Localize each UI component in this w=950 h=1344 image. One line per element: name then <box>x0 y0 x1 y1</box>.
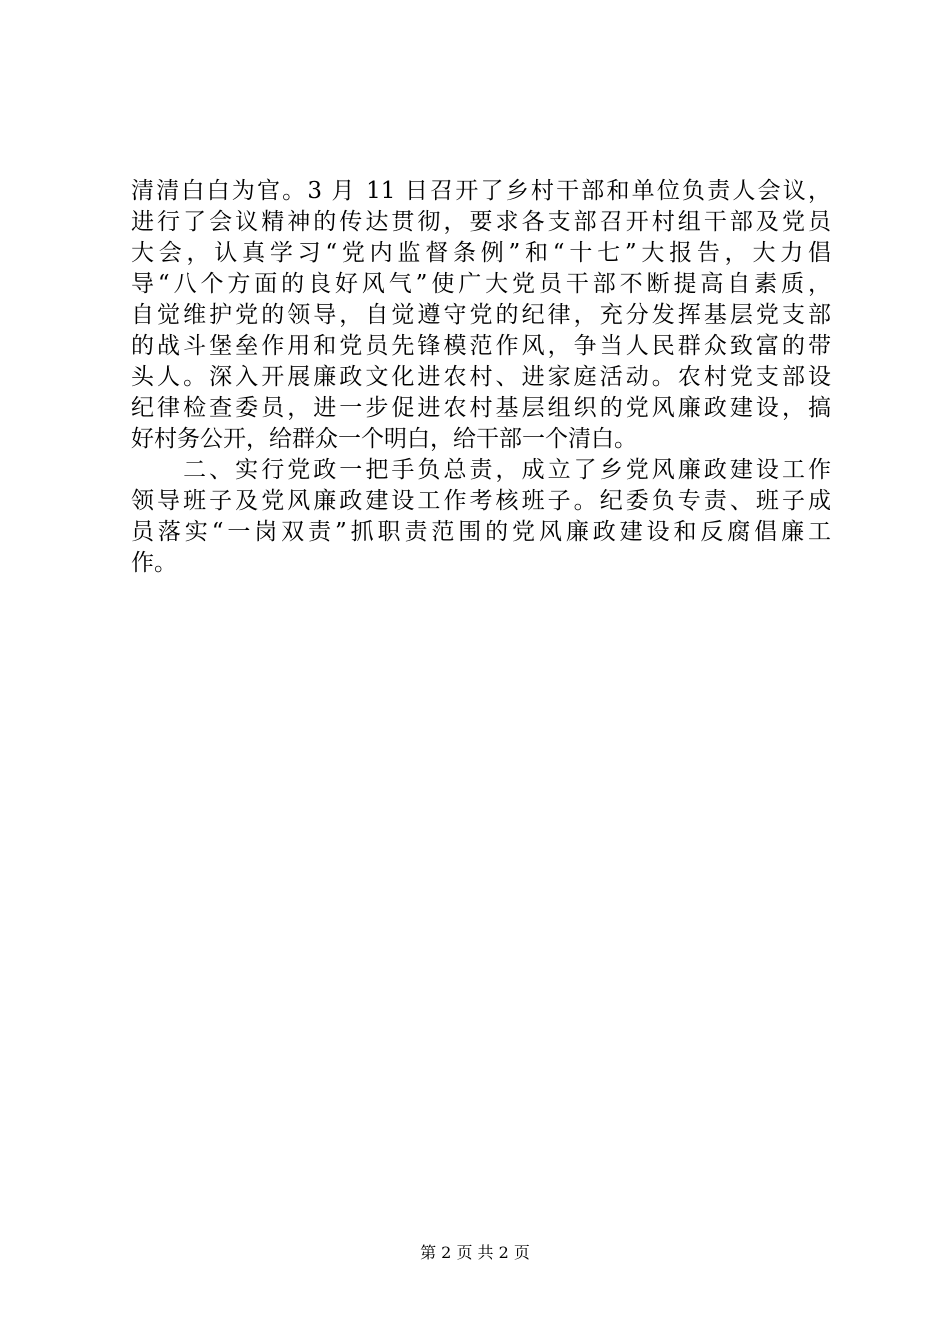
body-text <box>131 176 831 579</box>
text-line: 领导班子及党风廉政建设工作考核班子。纪委负专责、班子成 <box>131 488 831 514</box>
text-line: 的战斗堡垒作用和党员先锋模范作风，争当人民群众致富的带 <box>131 333 831 359</box>
page-footer <box>0 1242 950 1264</box>
text-line: 好村务公开，给群众一个明白，给干部一个清白。 <box>131 426 637 452</box>
text-line: 大会，认真学习“党内监督条例”和“十七”大报告，大力倡 <box>131 240 831 266</box>
text-line: 进行了会议精神的传达贯彻，要求各支部召开村组干部及党员 <box>131 209 831 235</box>
text-line: 清清白白为官。3 月 11 日召开了乡村干部和单位负责人会议， <box>131 178 831 204</box>
page-number: 第 2 页 共 2 页 <box>420 1243 530 1262</box>
text-line: 头人。深入开展廉政文化进农村、进家庭活动。农村党支部设 <box>131 364 831 390</box>
text-line: 作。 <box>131 550 177 576</box>
text-line: 自觉维护党的领导，自觉遵守党的纪律，充分发挥基层党支部 <box>131 302 831 328</box>
text-line: 导“八个方面的良好风气”使广大党员干部不断提高自素质， <box>131 271 831 297</box>
text-line: 纪律检查委员，进一步促进农村基层组织的党风廉政建设，搞 <box>131 395 831 421</box>
text-line: 二、实行党政一把手负总责，成立了乡党风廉政建设工作 <box>131 457 831 483</box>
text-line: 员落实“一岗双责”抓职责范围的党风廉政建设和反腐倡廉工 <box>131 519 831 545</box>
